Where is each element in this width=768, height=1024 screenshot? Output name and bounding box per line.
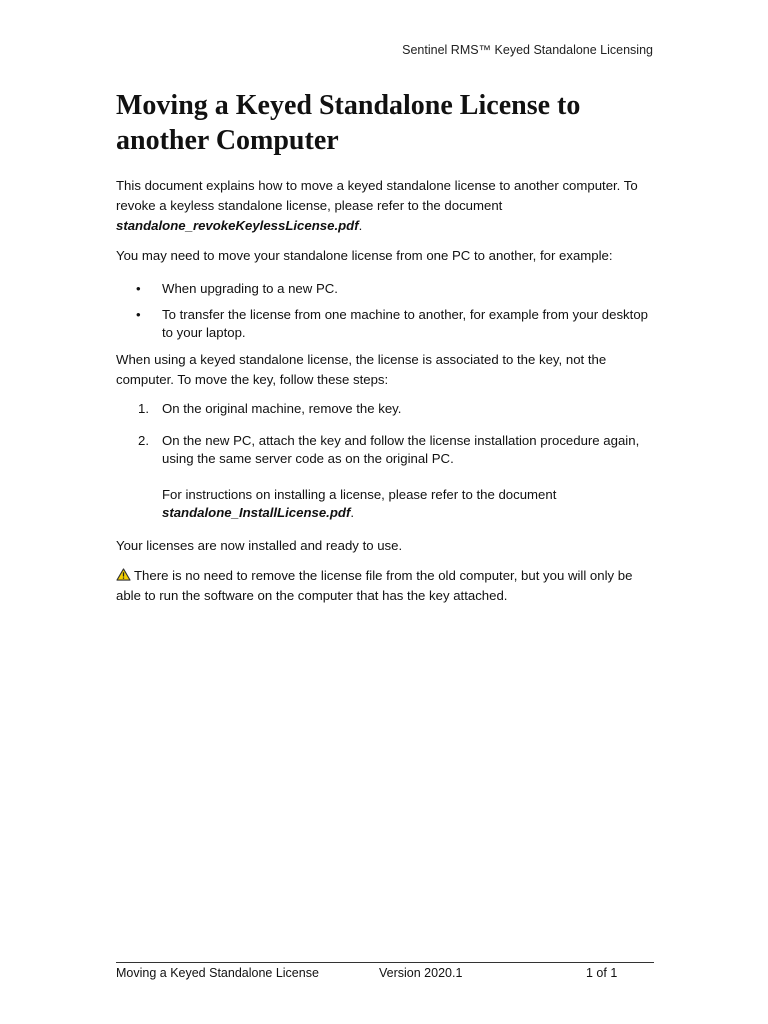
revoke-document-reference: standalone_revokeKeylessLicense.pdf <box>116 218 359 233</box>
bullet-icon: • <box>136 281 141 296</box>
page-title-line-2: another Computer <box>116 125 339 156</box>
step-number: 1. <box>138 401 149 416</box>
intro-end: . <box>358 218 363 233</box>
step-sub-end: . <box>350 505 355 520</box>
list-item-text: To transfer the license from one machine to another, for example from your desktop to your laptop. <box>162 307 648 340</box>
page-title <box>116 88 656 158</box>
warning-triangle-icon <box>116 568 131 581</box>
list-item <box>116 280 656 298</box>
page-title-line-1: Moving a Keyed Standalone License to <box>116 90 581 121</box>
footer-page-number: 1 of 1 <box>586 966 618 980</box>
bullet-icon: • <box>136 307 141 322</box>
document-body <box>116 88 656 616</box>
step-text: On the original machine, remove the key. <box>162 401 402 416</box>
install-document-reference: standalone_InstallLicense.pdf <box>162 505 351 520</box>
move-reason-paragraph: You may need to move your standalone license from one PC to another, for example: <box>116 248 613 263</box>
intro-text: This document explains how to move a keyed standalone license to another computer. To revoke a keyless standalone license, please refer to the document <box>116 178 638 213</box>
list-item-text: When upgrading to a new PC. <box>162 281 338 296</box>
ready-paragraph: Your licenses are now installed and ready to use. <box>116 538 403 553</box>
step-item <box>116 432 656 522</box>
step-text: On the new PC, attach the key and follow the license installation procedure again, using the same server code as on the original PC. <box>162 433 640 466</box>
footer-version: Version 2020.1 <box>379 966 463 980</box>
steps-list <box>116 400 656 522</box>
intro-paragraph <box>116 176 656 236</box>
warning-text: There is no need to remove the license file from the old computer, but you will only be able to run the software on the computer that has the key attached. <box>116 568 633 603</box>
list-item <box>116 306 656 342</box>
page-footer <box>116 962 654 985</box>
step-number: 2. <box>138 433 149 448</box>
step-sub-paragraph <box>162 486 656 522</box>
running-header: Sentinel RMS™ Keyed Standalone Licensing <box>402 43 653 57</box>
key-note-paragraph: When using a keyed standalone license, the license is associated to the key, not the computer. To move the key, follow these steps: <box>116 352 607 387</box>
example-list <box>116 280 656 342</box>
warning-paragraph <box>116 566 656 606</box>
step-item <box>116 400 656 418</box>
footer-document-title: Moving a Keyed Standalone License <box>116 966 319 980</box>
step-sub-text: For instructions on installing a license, please refer to the document <box>162 487 557 502</box>
